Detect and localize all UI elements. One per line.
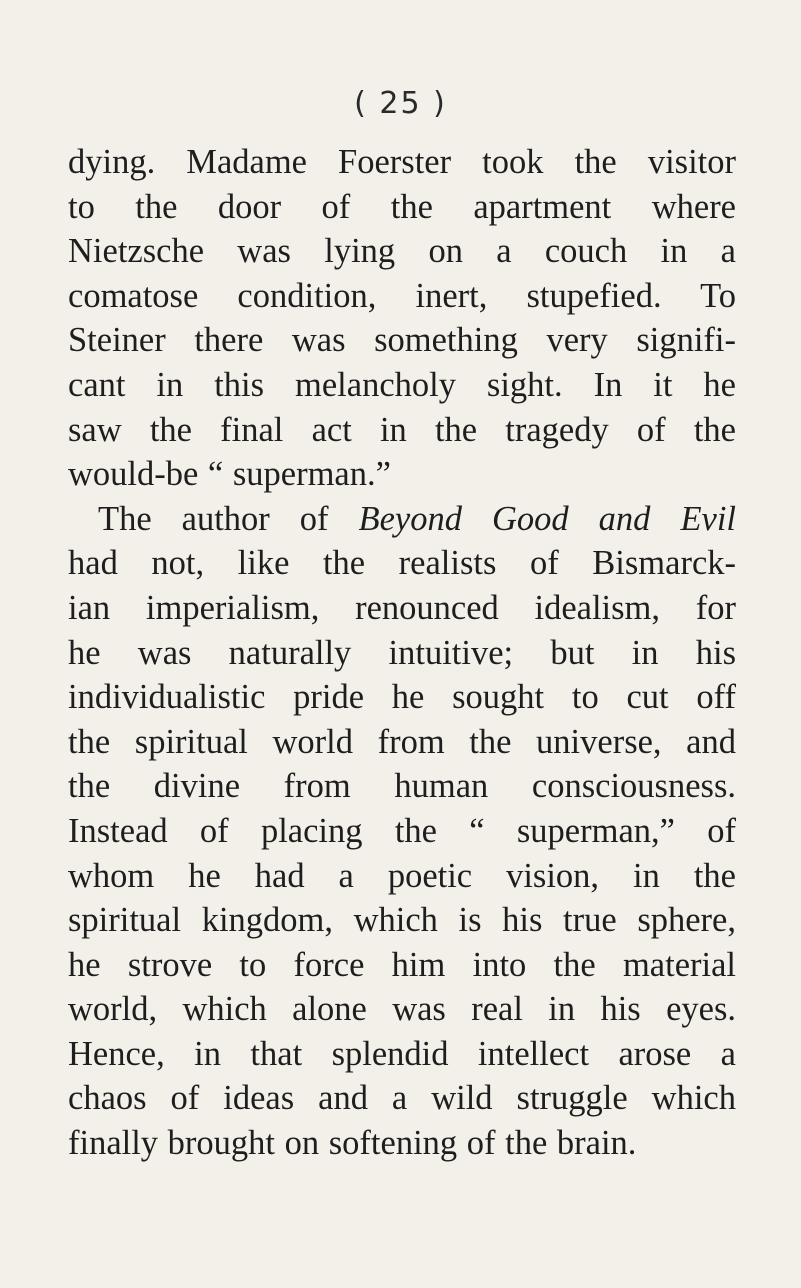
text-line: spiritual kingdom, which is his true sphere,: [68, 901, 736, 940]
text-line: ian imperialism, renounced idealism, for: [68, 588, 736, 627]
text-line: world, which alone was real in his eyes.: [68, 990, 736, 1029]
text-line: cant in this melancholy sight. In it he: [68, 365, 736, 404]
text-line: had not, like the realists of Bismarck-: [68, 544, 736, 583]
paragraph-1: [68, 140, 736, 497]
text-line: to the door of the apartment where: [68, 187, 736, 226]
text-line: individualistic pride he sought to cut off: [68, 678, 736, 717]
text-line: would-be “ superman.”: [68, 455, 391, 494]
text-line: [68, 497, 736, 542]
book-title: Beyond Good and Evil: [358, 499, 736, 538]
text-line: whom he had a poetic vision, in the: [68, 856, 736, 895]
text-line: Nietzsche was lying on a couch in a: [68, 232, 736, 271]
body-text: [68, 140, 736, 1166]
text-line: saw the final act in the tragedy of the: [68, 410, 736, 449]
paragraph-2: [68, 497, 736, 1166]
text-line: Instead of placing the “ superman,” of: [68, 811, 736, 850]
text-line: comatose condition, inert, stupefied. To: [68, 276, 736, 315]
text-line: chaos of ideas and a wild struggle which: [68, 1079, 736, 1118]
text-line: Steiner there was something very signifi-: [68, 321, 736, 360]
text-line: the spiritual world from the universe, and: [68, 722, 736, 761]
page-number: ( 25 ): [354, 86, 447, 121]
text-line: the divine from human consciousness.: [68, 767, 736, 806]
text-line: finally brought on softening of the brain.: [68, 1124, 637, 1163]
text-line: Hence, in that splendid intellect arose a: [68, 1034, 736, 1073]
text-line: he strove to force him into the material: [68, 945, 736, 984]
line-start-text: The author of: [98, 499, 359, 538]
text-line: dying. Madame Foerster took the visitor: [68, 143, 736, 181]
text-line: he was naturally intuitive; but in his: [68, 633, 736, 672]
